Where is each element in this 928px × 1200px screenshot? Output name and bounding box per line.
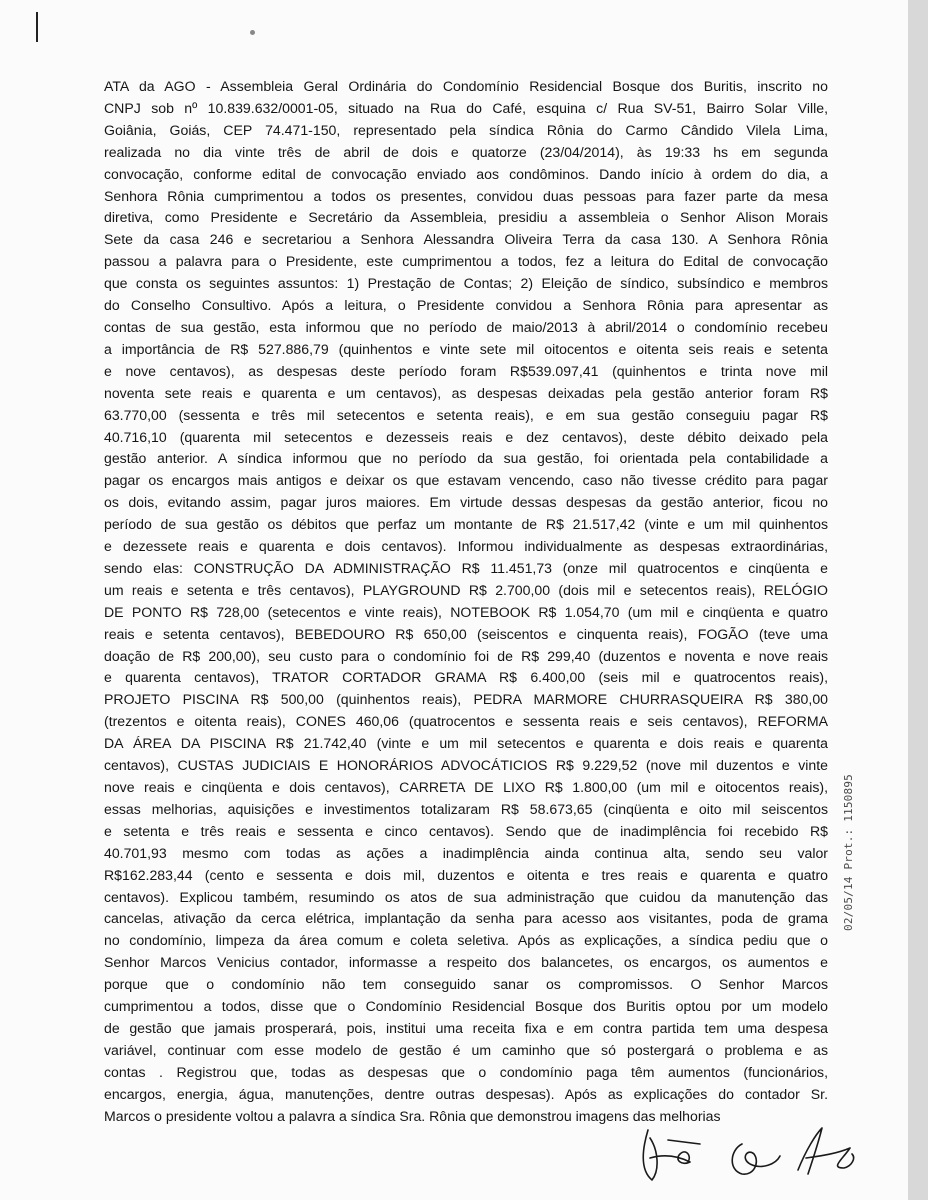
text-line: R$162.283,44 (cento e sessenta e dois mil, duzentos e oitenta e tres reais e quarenta e quatro (104, 866, 828, 883)
text-line: porque que o condomínio não tem conseguido sanar os compromissos. O Senhor Marcos (104, 976, 828, 993)
text-line: essas melhorias, aquisições e investimentos totalizaram R$ 58.673,65 (cinqüenta e oito mil seiscentos (104, 800, 828, 817)
signature-3 (798, 1128, 854, 1174)
minutes-text (104, 76, 828, 1128)
text-line: ATA da AGO - Assembleia Geral Ordinária do Condomínio Residencial Bosque dos Buritis, inscrito no (104, 78, 828, 94)
text-line: nove reais e cinqüenta e dois centavos), CARRETA DE LIXO R$ 1.800,00 (um mil e oitocentos reais), (104, 779, 828, 795)
text-line: período de sua gestão os débitos que perfaz um montante de R$ 21.517,42 (vinte e um mil quinhentos (104, 516, 828, 533)
text-line: doação de R$ 200,00), seu custo para o condomínio foi de R$ 299,40 (duzentos e noventa e nove reais (104, 647, 828, 664)
text-line: DA ÁREA DA PISCINA R$ 21.742,40 (vinte e um mil setecentos e quarenta e dois reais e quarenta (104, 735, 828, 752)
text-line: noventa sete reais e quarenta e um centavos), as despesas deixadas pela gestão anterior foram R$ (104, 384, 828, 401)
text-line: passou a palavra para o Presidente, este cumprimentou a todos, fez a leitura do Edital de convocação (104, 253, 828, 270)
text-line: contas . Registrou que, todas as despesas que o condomínio paga têm aumentos (funcionários, (104, 1063, 828, 1080)
protocol-stamp (838, 736, 858, 968)
text-line: que consta os seguintes assuntos: 1) Prestação de Contas; 2) Eleição de síndico, subsíndico e membros (104, 275, 828, 292)
text-line: cumprimentou a todos, disse que o Condomínio Residencial Bosque dos Buritis optou por um modelo (104, 998, 828, 1015)
text-line: variável, continuar com esse modelo de gestão é um caminho que só postergará o problema e as (104, 1041, 828, 1058)
text-line: encargos, energia, água, manutenções, dentre outras despesas). Após as explicações do contador Sr. (104, 1085, 828, 1102)
text-line: contas de sua gestão, esta informou que no período de maio/2013 à abril/2014 o condomínio recebeu (104, 318, 828, 335)
text-line: 63.770,00 (sessenta e três mil setecentos e setenta reais), e em sua gestão conseguiu pagar R$ (104, 406, 828, 423)
text-line: DE PONTO R$ 728,00 (setecentos e vinte reais), NOTEBOOK R$ 1.054,70 (um mil e cinqüenta e quatro (104, 603, 828, 620)
text-line: e nove centavos), as despesas deste período foram R$539.097,41 (quinhentos e trinta nove mil (104, 362, 828, 379)
text-line: os dois, evitando assim, pagar juros maiores. Em virtude dessas despesas da gestão anterior, ficou no (104, 494, 828, 511)
text-line: de gestão que jamais prosperará, pois, institui uma receita fixa e em contra partida tem uma despesa (104, 1019, 828, 1036)
text-line: PROJETO PISCINA R$ 500,00 (quinhentos reais), PEDRA MARMORE CHURRASQUEIRA R$ 380,00 (104, 691, 828, 708)
text-line: Marcos o presidente voltou a palavra a síndica Sra. Rônia que demonstrou imagens das melhorias (104, 1107, 721, 1124)
text-line: pagar os encargos mais antigos e deixar os que estavam vencendo, caso não tivesse crédito para pagar (104, 472, 828, 489)
text-line: centavos). Explicou também, resumindo os atos de sua administração que cuidou da manutenção das (104, 888, 828, 905)
paper-speck (250, 30, 255, 35)
text-line: CNPJ sob nº 10.839.632/0001-05, situado na Rua do Café, esquina c/ Rua SV-51, Bairro Solar Ville, (104, 99, 828, 116)
text-line: (trezentos e oitenta reais), CONES 460,06 (quatrocentos e sessenta reais e seis centavos), REFORMA (104, 713, 828, 730)
text-line: Goiânia, Goiás, CEP 74.471-150, representado pela síndica Rônia do Carmo Cândido Vilela Lima, (104, 121, 828, 138)
signature-1 (643, 1130, 700, 1180)
text-line: Sete da casa 246 e secretariou a Senhora Alessandra Oliveira Terra da casa 130. A Senhora Rônia (104, 231, 828, 248)
text-line: e dezessete reais e quarenta e dois centavos). Informou individualmente as despesas extraordinárias, (104, 538, 828, 555)
text-line: 40.716,10 (quarenta mil setecentos e dezesseis reais e dez centavos), deste débito deixado pela (104, 428, 828, 445)
margin-mark (36, 12, 38, 42)
text-line: reais e setenta centavos), BEBEDOURO R$ 650,00 (seiscentos e cinquenta reais), FOGÃO (teve uma (104, 625, 828, 642)
text-line: do Conselho Consultivo. Após a leitura, o Presidente convidou a Senhora Rônia para apresentar as (104, 297, 828, 314)
text-line: diretiva, como Presidente e Secretário da Assembleia, presidiu a assembleia o Senhor Alison Morais (104, 209, 828, 226)
signatures (630, 1110, 870, 1190)
text-line: um reais e setenta e três centavos), PLAYGROUND R$ 2.700,00 (dois mil e setecentos reais), RELÓGIO (104, 581, 828, 598)
text-line: a importância de R$ 527.886,79 (quinhentos e vinte sete mil oitocentos e oitenta seis reais e setenta (104, 340, 828, 357)
text-line: cancelas, ativação da cerca elétrica, implantação da senha para acesso aos visitantes, poda de grama (104, 910, 828, 927)
text-line: convocação, conforme edital de convocação enviado aos condôminos. Dando início à ordem do dia, a (104, 165, 828, 182)
page-edge (908, 0, 928, 1200)
text-line: realizada no dia vinte três de abril de dois e quatorze (23/04/2014), às 19:33 hs em segunda (104, 143, 828, 160)
protocol-stamp-text: 02/05/14 Prot.: 1150895 (841, 773, 855, 931)
text-line: e quarenta centavos), TRATOR CORTADOR GRAMA R$ 6.400,00 (seis mil e quatrocentos reais), (104, 669, 828, 686)
text-line: centavos), CUSTAS JUDICIAIS E HONORÁRIOS ADVOCÁTICIOS R$ 9.229,52 (nove mil duzentos e vinte (104, 757, 828, 774)
text-line: gestão anterior. A síndica informou que no período da sua gestão, foi orientada pela contabilidade a (104, 450, 828, 467)
signature-2 (732, 1144, 780, 1174)
text-line: 40.701,93 mesmo com todas as ações a inadimplência ainda continua alta, sendo seu valor (104, 844, 828, 861)
text-line: sendo elas: CONSTRUÇÃO DA ADMINISTRAÇÃO R$ 11.451,73 (onze mil quatrocentos e cinqüenta e (104, 559, 828, 576)
text-line: no condomínio, limpeza da área comum e coleta seletiva. Após as explicações, a síndica pediu que o (104, 932, 828, 949)
text-line: Senhora Rônia cumprimentou a todos os presentes, convidou duas pessoas para fazer parte da mesa (104, 187, 828, 204)
text-line: e setenta e três reais e sessenta e cinco centavos). Sendo que de inadimplência foi recebido R$ (104, 822, 828, 839)
text-line: Senhor Marcos Venicius contador, informasse a respeito dos balancetes, os encargos, os aumentos e (104, 954, 828, 971)
